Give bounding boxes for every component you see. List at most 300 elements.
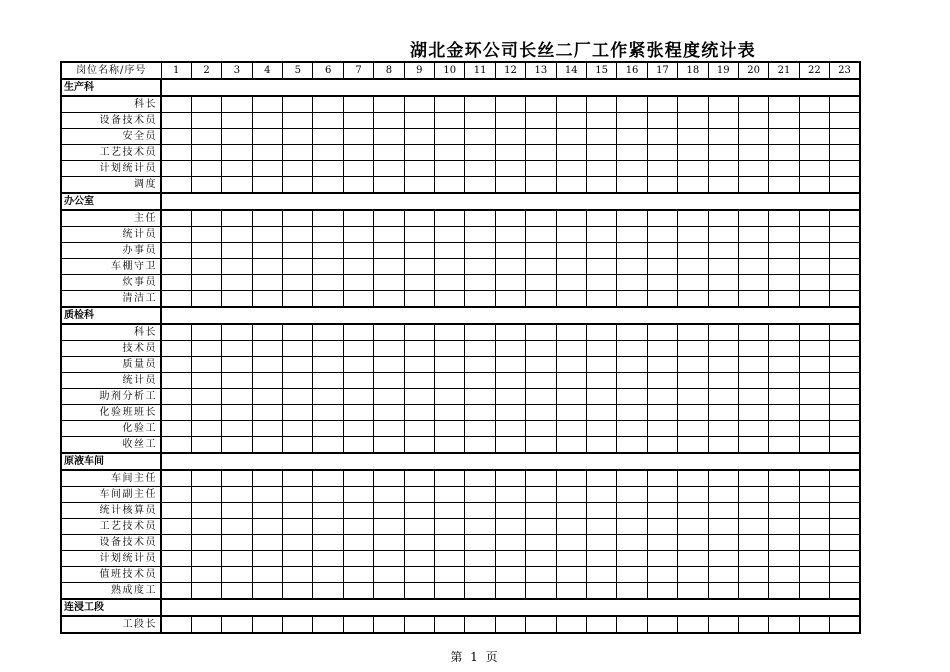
table-cell[interactable] — [830, 96, 860, 113]
table-cell[interactable] — [738, 357, 768, 373]
table-cell[interactable] — [678, 389, 708, 405]
table-cell[interactable] — [738, 535, 768, 551]
table-cell[interactable] — [343, 487, 373, 503]
table-cell[interactable] — [374, 145, 404, 161]
table-cell[interactable] — [678, 437, 708, 454]
table-cell[interactable] — [586, 341, 616, 357]
table-cell[interactable] — [222, 259, 252, 275]
table-cell[interactable] — [647, 519, 677, 535]
table-cell[interactable] — [191, 357, 221, 373]
table-cell[interactable] — [435, 243, 465, 259]
table-cell[interactable] — [769, 535, 799, 551]
table-cell[interactable] — [647, 470, 677, 487]
table-cell[interactable] — [404, 96, 434, 113]
table-cell[interactable] — [313, 341, 343, 357]
table-cell[interactable] — [617, 437, 647, 454]
table-cell[interactable] — [586, 470, 616, 487]
table-cell[interactable] — [374, 470, 404, 487]
table-cell[interactable] — [191, 129, 221, 145]
table-cell[interactable] — [161, 161, 191, 177]
table-cell[interactable] — [738, 470, 768, 487]
table-cell[interactable] — [313, 437, 343, 454]
table-cell[interactable] — [647, 113, 677, 129]
table-cell[interactable] — [830, 487, 860, 503]
table-cell[interactable] — [526, 616, 556, 633]
table-cell[interactable] — [556, 275, 586, 291]
table-cell[interactable] — [769, 583, 799, 600]
table-cell[interactable] — [161, 227, 191, 243]
table-cell[interactable] — [191, 535, 221, 551]
table-cell[interactable] — [283, 227, 313, 243]
table-cell[interactable] — [738, 503, 768, 519]
table-cell[interactable] — [769, 210, 799, 227]
table-cell[interactable] — [161, 405, 191, 421]
table-cell[interactable] — [647, 616, 677, 633]
table-cell[interactable] — [526, 551, 556, 567]
table-cell[interactable] — [404, 129, 434, 145]
table-cell[interactable] — [526, 503, 556, 519]
table-cell[interactable] — [708, 357, 738, 373]
table-cell[interactable] — [586, 519, 616, 535]
table-cell[interactable] — [830, 503, 860, 519]
table-cell[interactable] — [647, 389, 677, 405]
table-cell[interactable] — [617, 487, 647, 503]
table-cell[interactable] — [313, 145, 343, 161]
table-cell[interactable] — [465, 487, 495, 503]
table-cell[interactable] — [738, 275, 768, 291]
table-cell[interactable] — [465, 583, 495, 600]
table-cell[interactable] — [222, 357, 252, 373]
table-cell[interactable] — [465, 567, 495, 583]
table-cell[interactable] — [708, 291, 738, 308]
table-cell[interactable] — [738, 341, 768, 357]
table-cell[interactable] — [343, 145, 373, 161]
table-cell[interactable] — [404, 389, 434, 405]
table-cell[interactable] — [830, 437, 860, 454]
table-cell[interactable] — [738, 177, 768, 194]
table-cell[interactable] — [465, 129, 495, 145]
table-cell[interactable] — [708, 567, 738, 583]
table-cell[interactable] — [374, 405, 404, 421]
table-cell[interactable] — [404, 357, 434, 373]
table-cell[interactable] — [161, 243, 191, 259]
table-cell[interactable] — [830, 177, 860, 194]
table-cell[interactable] — [556, 503, 586, 519]
table-cell[interactable] — [252, 177, 282, 194]
table-cell[interactable] — [738, 243, 768, 259]
table-cell[interactable] — [283, 487, 313, 503]
table-cell[interactable] — [678, 96, 708, 113]
table-cell[interactable] — [435, 227, 465, 243]
table-cell[interactable] — [252, 145, 282, 161]
table-cell[interactable] — [435, 210, 465, 227]
table-cell[interactable] — [799, 243, 829, 259]
table-cell[interactable] — [617, 291, 647, 308]
table-cell[interactable] — [738, 487, 768, 503]
table-cell[interactable] — [556, 616, 586, 633]
table-cell[interactable] — [617, 129, 647, 145]
table-cell[interactable] — [283, 129, 313, 145]
table-cell[interactable] — [678, 129, 708, 145]
table-cell[interactable] — [465, 96, 495, 113]
table-cell[interactable] — [222, 96, 252, 113]
table-cell[interactable] — [556, 535, 586, 551]
table-cell[interactable] — [586, 405, 616, 421]
table-cell[interactable] — [374, 227, 404, 243]
table-cell[interactable] — [222, 583, 252, 600]
table-cell[interactable] — [343, 616, 373, 633]
table-cell[interactable] — [161, 373, 191, 389]
table-cell[interactable] — [283, 113, 313, 129]
table-cell[interactable] — [252, 357, 282, 373]
table-cell[interactable] — [799, 341, 829, 357]
table-cell[interactable] — [495, 437, 525, 454]
table-cell[interactable] — [799, 324, 829, 341]
table-cell[interactable] — [678, 373, 708, 389]
table-cell[interactable] — [222, 567, 252, 583]
table-cell[interactable] — [465, 519, 495, 535]
table-cell[interactable] — [495, 145, 525, 161]
table-cell[interactable] — [252, 503, 282, 519]
table-cell[interactable] — [738, 567, 768, 583]
table-cell[interactable] — [435, 275, 465, 291]
table-cell[interactable] — [343, 373, 373, 389]
table-cell[interactable] — [313, 503, 343, 519]
table-cell[interactable] — [252, 341, 282, 357]
table-cell[interactable] — [708, 519, 738, 535]
table-cell[interactable] — [556, 567, 586, 583]
table-cell[interactable] — [222, 373, 252, 389]
table-cell[interactable] — [313, 161, 343, 177]
table-cell[interactable] — [222, 129, 252, 145]
table-cell[interactable] — [799, 145, 829, 161]
table-cell[interactable] — [738, 129, 768, 145]
table-cell[interactable] — [556, 177, 586, 194]
table-cell[interactable] — [465, 275, 495, 291]
table-cell[interactable] — [617, 275, 647, 291]
table-cell[interactable] — [830, 129, 860, 145]
table-cell[interactable] — [799, 421, 829, 437]
table-cell[interactable] — [283, 616, 313, 633]
table-cell[interactable] — [191, 437, 221, 454]
table-cell[interactable] — [343, 341, 373, 357]
table-cell[interactable] — [617, 535, 647, 551]
table-cell[interactable] — [830, 551, 860, 567]
table-cell[interactable] — [404, 243, 434, 259]
table-cell[interactable] — [191, 291, 221, 308]
table-cell[interactable] — [799, 161, 829, 177]
table-cell[interactable] — [222, 405, 252, 421]
table-cell[interactable] — [222, 324, 252, 341]
table-cell[interactable] — [161, 421, 191, 437]
table-cell[interactable] — [586, 227, 616, 243]
table-cell[interactable] — [799, 291, 829, 308]
table-cell[interactable] — [799, 616, 829, 633]
table-cell[interactable] — [678, 227, 708, 243]
table-cell[interactable] — [738, 421, 768, 437]
table-cell[interactable] — [556, 145, 586, 161]
table-cell[interactable] — [708, 96, 738, 113]
table-cell[interactable] — [222, 503, 252, 519]
table-cell[interactable] — [556, 389, 586, 405]
table-cell[interactable] — [222, 389, 252, 405]
table-cell[interactable] — [161, 96, 191, 113]
table-cell[interactable] — [769, 291, 799, 308]
table-cell[interactable] — [678, 421, 708, 437]
table-cell[interactable] — [556, 227, 586, 243]
table-cell[interactable] — [161, 487, 191, 503]
table-cell[interactable] — [647, 357, 677, 373]
table-cell[interactable] — [769, 373, 799, 389]
table-cell[interactable] — [647, 243, 677, 259]
table-cell[interactable] — [738, 227, 768, 243]
table-cell[interactable] — [435, 421, 465, 437]
table-cell[interactable] — [283, 567, 313, 583]
table-cell[interactable] — [556, 129, 586, 145]
table-cell[interactable] — [435, 291, 465, 308]
table-cell[interactable] — [738, 583, 768, 600]
table-cell[interactable] — [191, 373, 221, 389]
table-cell[interactable] — [799, 259, 829, 275]
table-cell[interactable] — [830, 161, 860, 177]
table-cell[interactable] — [404, 161, 434, 177]
table-cell[interactable] — [374, 487, 404, 503]
table-cell[interactable] — [343, 227, 373, 243]
table-cell[interactable] — [708, 341, 738, 357]
table-cell[interactable] — [435, 567, 465, 583]
table-cell[interactable] — [586, 145, 616, 161]
table-cell[interactable] — [586, 583, 616, 600]
table-cell[interactable] — [556, 551, 586, 567]
table-cell[interactable] — [708, 177, 738, 194]
table-cell[interactable] — [283, 161, 313, 177]
table-cell[interactable] — [526, 583, 556, 600]
table-cell[interactable] — [252, 259, 282, 275]
table-cell[interactable] — [647, 405, 677, 421]
table-cell[interactable] — [374, 177, 404, 194]
table-cell[interactable] — [647, 161, 677, 177]
table-cell[interactable] — [708, 210, 738, 227]
table-cell[interactable] — [435, 129, 465, 145]
table-cell[interactable] — [374, 275, 404, 291]
table-cell[interactable] — [283, 291, 313, 308]
table-cell[interactable] — [374, 373, 404, 389]
table-cell[interactable] — [708, 161, 738, 177]
table-cell[interactable] — [799, 470, 829, 487]
table-cell[interactable] — [343, 405, 373, 421]
table-cell[interactable] — [343, 567, 373, 583]
table-cell[interactable] — [556, 243, 586, 259]
table-cell[interactable] — [465, 291, 495, 308]
table-cell[interactable] — [495, 243, 525, 259]
table-cell[interactable] — [830, 210, 860, 227]
table-cell[interactable] — [465, 210, 495, 227]
table-cell[interactable] — [161, 259, 191, 275]
table-cell[interactable] — [283, 177, 313, 194]
table-cell[interactable] — [283, 96, 313, 113]
table-cell[interactable] — [769, 470, 799, 487]
table-cell[interactable] — [404, 551, 434, 567]
table-cell[interactable] — [252, 421, 282, 437]
table-cell[interactable] — [495, 373, 525, 389]
table-cell[interactable] — [495, 129, 525, 145]
table-cell[interactable] — [222, 227, 252, 243]
table-cell[interactable] — [252, 227, 282, 243]
table-cell[interactable] — [586, 113, 616, 129]
table-cell[interactable] — [769, 227, 799, 243]
table-cell[interactable] — [465, 243, 495, 259]
table-cell[interactable] — [191, 145, 221, 161]
table-cell[interactable] — [161, 503, 191, 519]
table-cell[interactable] — [556, 210, 586, 227]
table-cell[interactable] — [222, 519, 252, 535]
table-cell[interactable] — [617, 161, 647, 177]
table-cell[interactable] — [678, 551, 708, 567]
table-cell[interactable] — [222, 177, 252, 194]
table-cell[interactable] — [526, 357, 556, 373]
table-cell[interactable] — [526, 161, 556, 177]
table-cell[interactable] — [495, 275, 525, 291]
table-cell[interactable] — [647, 551, 677, 567]
table-cell[interactable] — [586, 275, 616, 291]
table-cell[interactable] — [799, 405, 829, 421]
table-cell[interactable] — [769, 129, 799, 145]
table-cell[interactable] — [556, 259, 586, 275]
table-cell[interactable] — [374, 567, 404, 583]
table-cell[interactable] — [526, 519, 556, 535]
table-cell[interactable] — [191, 583, 221, 600]
table-cell[interactable] — [435, 145, 465, 161]
table-cell[interactable] — [586, 535, 616, 551]
table-cell[interactable] — [586, 324, 616, 341]
table-cell[interactable] — [830, 373, 860, 389]
table-cell[interactable] — [678, 161, 708, 177]
table-cell[interactable] — [769, 275, 799, 291]
table-cell[interactable] — [313, 421, 343, 437]
table-cell[interactable] — [738, 210, 768, 227]
table-cell[interactable] — [556, 341, 586, 357]
table-cell[interactable] — [465, 324, 495, 341]
table-cell[interactable] — [830, 421, 860, 437]
table-cell[interactable] — [617, 210, 647, 227]
table-cell[interactable] — [830, 567, 860, 583]
table-cell[interactable] — [769, 389, 799, 405]
table-cell[interactable] — [161, 275, 191, 291]
table-cell[interactable] — [191, 405, 221, 421]
table-cell[interactable] — [374, 535, 404, 551]
table-cell[interactable] — [526, 535, 556, 551]
table-cell[interactable] — [617, 113, 647, 129]
table-cell[interactable] — [799, 96, 829, 113]
table-cell[interactable] — [495, 210, 525, 227]
table-cell[interactable] — [191, 275, 221, 291]
table-cell[interactable] — [404, 616, 434, 633]
table-cell[interactable] — [374, 291, 404, 308]
table-cell[interactable] — [830, 616, 860, 633]
table-cell[interactable] — [343, 389, 373, 405]
table-cell[interactable] — [435, 113, 465, 129]
table-cell[interactable] — [647, 583, 677, 600]
table-cell[interactable] — [526, 113, 556, 129]
table-cell[interactable] — [799, 177, 829, 194]
table-cell[interactable] — [799, 129, 829, 145]
table-cell[interactable] — [769, 96, 799, 113]
table-cell[interactable] — [313, 113, 343, 129]
table-cell[interactable] — [708, 243, 738, 259]
table-cell[interactable] — [404, 113, 434, 129]
table-cell[interactable] — [252, 161, 282, 177]
table-cell[interactable] — [435, 503, 465, 519]
table-cell[interactable] — [191, 389, 221, 405]
table-cell[interactable] — [343, 243, 373, 259]
table-cell[interactable] — [647, 535, 677, 551]
table-cell[interactable] — [343, 519, 373, 535]
table-cell[interactable] — [830, 357, 860, 373]
table-cell[interactable] — [830, 243, 860, 259]
table-cell[interactable] — [647, 437, 677, 454]
table-cell[interactable] — [799, 389, 829, 405]
table-cell[interactable] — [708, 535, 738, 551]
table-cell[interactable] — [799, 503, 829, 519]
table-cell[interactable] — [313, 519, 343, 535]
table-cell[interactable] — [708, 227, 738, 243]
table-cell[interactable] — [678, 470, 708, 487]
table-cell[interactable] — [678, 519, 708, 535]
table-cell[interactable] — [435, 470, 465, 487]
table-cell[interactable] — [404, 487, 434, 503]
table-cell[interactable] — [374, 129, 404, 145]
table-cell[interactable] — [617, 341, 647, 357]
table-cell[interactable] — [495, 470, 525, 487]
table-cell[interactable] — [526, 341, 556, 357]
table-cell[interactable] — [191, 421, 221, 437]
table-cell[interactable] — [374, 161, 404, 177]
table-cell[interactable] — [647, 210, 677, 227]
table-cell[interactable] — [526, 259, 556, 275]
table-cell[interactable] — [283, 275, 313, 291]
table-cell[interactable] — [465, 535, 495, 551]
table-cell[interactable] — [556, 421, 586, 437]
table-cell[interactable] — [738, 616, 768, 633]
table-cell[interactable] — [769, 519, 799, 535]
table-cell[interactable] — [617, 421, 647, 437]
table-cell[interactable] — [586, 243, 616, 259]
table-cell[interactable] — [495, 357, 525, 373]
table-cell[interactable] — [343, 357, 373, 373]
table-cell[interactable] — [769, 113, 799, 129]
table-cell[interactable] — [161, 616, 191, 633]
table-cell[interactable] — [556, 324, 586, 341]
table-cell[interactable] — [161, 357, 191, 373]
table-cell[interactable] — [738, 519, 768, 535]
table-cell[interactable] — [404, 437, 434, 454]
table-cell[interactable] — [738, 259, 768, 275]
table-cell[interactable] — [495, 535, 525, 551]
table-cell[interactable] — [343, 470, 373, 487]
table-cell[interactable] — [617, 373, 647, 389]
table-cell[interactable] — [313, 551, 343, 567]
table-cell[interactable] — [830, 145, 860, 161]
table-cell[interactable] — [252, 487, 282, 503]
table-cell[interactable] — [647, 291, 677, 308]
table-cell[interactable] — [830, 341, 860, 357]
table-cell[interactable] — [191, 161, 221, 177]
table-cell[interactable] — [617, 616, 647, 633]
table-cell[interactable] — [283, 535, 313, 551]
table-cell[interactable] — [343, 535, 373, 551]
table-cell[interactable] — [313, 96, 343, 113]
table-cell[interactable] — [769, 177, 799, 194]
